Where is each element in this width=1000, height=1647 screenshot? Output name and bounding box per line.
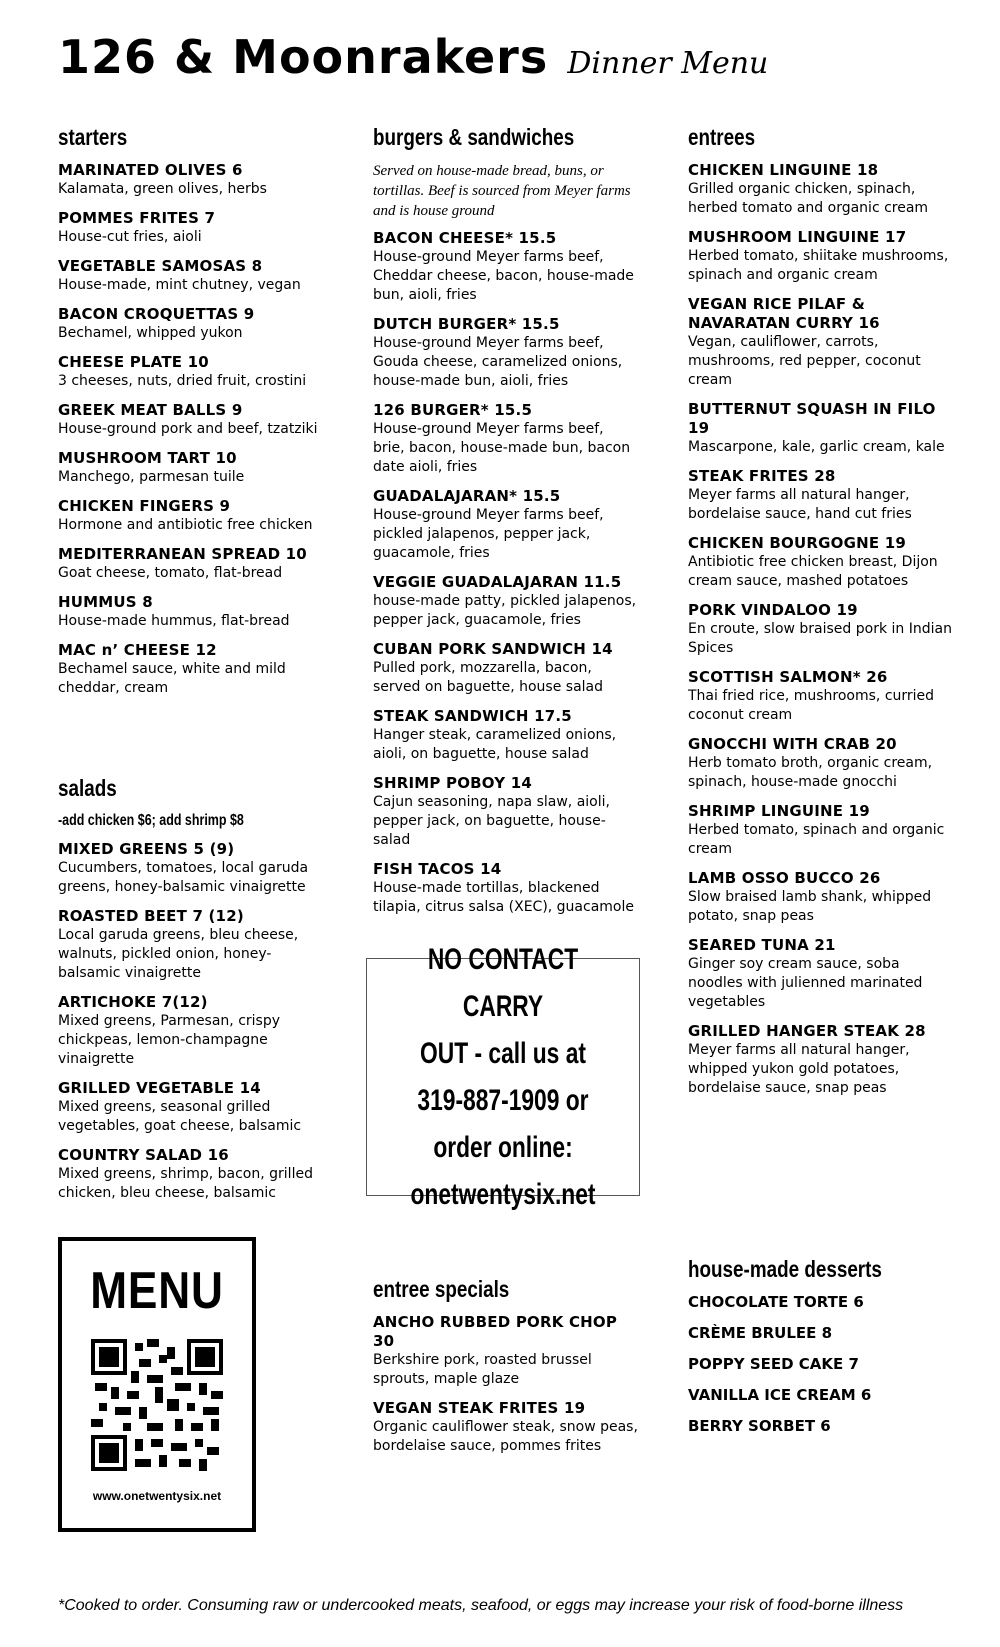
menu-item-name: ARTICHOKE 7(12) xyxy=(58,993,208,1011)
menu-item xyxy=(58,257,323,295)
menu-item-name: MEDITERRANEAN SPREAD 10 xyxy=(58,545,307,563)
menu-item xyxy=(373,707,638,764)
menu-item xyxy=(58,209,323,247)
menu-item-name: MUSHROOM TART 10 xyxy=(58,449,237,467)
menu-item-name: CHICKEN LINGUINE 18 xyxy=(688,161,879,179)
menu-item-description: Kalamata, green olives, herbs xyxy=(58,181,267,197)
menu-item-description: Ginger soy cream sauce, soba noodles with julienned marinated vegetables xyxy=(688,956,923,1010)
menu-item xyxy=(688,161,958,218)
menu-item-description: Grilled organic chicken, spinach, herbed tomato and organic cream xyxy=(688,181,929,216)
column-desserts xyxy=(688,1256,958,1448)
salads-list xyxy=(58,840,323,1203)
menu-item-description: En croute, slow braised pork in Indian Spices xyxy=(688,621,952,656)
menu-item-name: STEAK SANDWICH 17.5 xyxy=(373,707,572,725)
menu-item xyxy=(688,1022,958,1098)
menu-item-name: POMMES FRITES 7 xyxy=(58,209,216,227)
menu-item-description: Bechamel, whipped yukon xyxy=(58,325,243,341)
menu-item-name: CHEESE PLATE 10 xyxy=(58,353,209,371)
menu-item xyxy=(58,161,323,199)
menu-item xyxy=(373,315,638,391)
menu-item xyxy=(373,229,638,305)
salads-heading: salads xyxy=(58,775,117,801)
menu-item-description: Herb tomato broth, organic cream, spinach, house-made gnocchi xyxy=(688,755,933,790)
menu-item-name: BACON CROQUETTAS 9 xyxy=(58,305,255,323)
menu-item xyxy=(373,487,638,563)
dessert-item: CHOCOLATE TORTE 6 xyxy=(688,1293,864,1311)
menu-item-name: COUNTRY SALAD 16 xyxy=(58,1146,229,1164)
menu-item-description: Cajun seasoning, napa slaw, aioli, pepper jack, on baguette, house-salad xyxy=(373,794,610,848)
menu-item-description: Antibiotic free chicken breast, Dijon cream sauce, mashed potatoes xyxy=(688,554,938,589)
menu-item-description: Berkshire pork, roasted brussel sprouts, maple glaze xyxy=(373,1352,592,1387)
menu-item xyxy=(58,497,323,535)
entree-specials-list xyxy=(373,1313,638,1456)
menu-item xyxy=(58,641,323,698)
carryout-box xyxy=(366,943,640,1211)
menu-item-name: SHRIMP POBOY 14 xyxy=(373,774,532,792)
food-safety-disclaimer: *Cooked to order. Consuming raw or undercooked meats, seafood, or eggs may increase your risk of food-borne illness xyxy=(58,1597,904,1614)
menu-item-name: CHICKEN FINGERS 9 xyxy=(58,497,231,515)
dessert-item: POPPY SEED CAKE 7 xyxy=(688,1355,859,1373)
menu-item-name: VEGGIE GUADALAJARAN 11.5 xyxy=(373,573,622,591)
menu-item-description: Organic cauliflower steak, snow peas, bordelaise sauce, pommes frites xyxy=(373,1419,638,1454)
menu-item-description: Hanger steak, caramelized onions, aioli, on baguette, house salad xyxy=(373,727,617,762)
menu-item xyxy=(58,353,323,391)
menu-item-name: GRILLED HANGER STEAK 28 xyxy=(688,1022,926,1040)
menu-item-name: CUBAN PORK SANDWICH 14 xyxy=(373,640,613,658)
menu-item xyxy=(688,668,958,725)
menu-item-name: GNOCCHI WITH CRAB 20 xyxy=(688,735,897,753)
menu-item-name: MIXED GREENS 5 (9) xyxy=(58,840,235,858)
entree-specials-heading: entree specials xyxy=(373,1276,510,1302)
menu-item-name: VEGETABLE SAMOSAS 8 xyxy=(58,257,263,275)
desserts-list xyxy=(688,1293,958,1436)
menu-item-name: GUADALAJARAN* 15.5 xyxy=(373,487,561,505)
menu-item-description: House-ground Meyer farms beef, Cheddar cheese, bacon, house-made bun, aioli, fries xyxy=(373,249,634,303)
dessert-item: CRÈME BRULEE 8 xyxy=(688,1324,833,1342)
menu-item xyxy=(58,1079,323,1136)
menu-item-description: Thai fried rice, mushrooms, curried coconut cream xyxy=(688,688,935,723)
menu-subtitle: Dinner Menu xyxy=(567,46,769,81)
menu-item-description: House-ground Meyer farms beef, Gouda cheese, caramelized onions, house-made bun, aioli, fries xyxy=(373,335,623,389)
menu-item xyxy=(58,401,323,439)
starters-list xyxy=(58,161,323,698)
menu-item xyxy=(373,573,638,630)
menu-title xyxy=(58,30,768,84)
menu-item-description: Herbed tomato, shiitake mushrooms, spinach and organic cream xyxy=(688,248,949,283)
menu-item-name: LAMB OSSO BUCCO 26 xyxy=(688,869,881,887)
restaurant-name: 126 & Moonrakers xyxy=(58,30,549,84)
menu-item-name: MAC n’ CHEESE 12 xyxy=(58,641,217,659)
menu-item xyxy=(688,601,958,658)
menu-item-name: BACON CHEESE* 15.5 xyxy=(373,229,557,247)
menu-item-name: DUTCH BURGER* 15.5 xyxy=(373,315,560,333)
menu-item xyxy=(688,534,958,591)
menu-item xyxy=(688,735,958,792)
menu-item-description: Cucumbers, tomatoes, local garuda greens, honey-balsamic vinaigrette xyxy=(58,860,309,895)
menu-item-description: Slow braised lamb shank, whipped potato, snap peas xyxy=(688,889,932,924)
menu-item xyxy=(58,545,323,583)
menu-item xyxy=(58,449,323,487)
carryout-text: NO CONTACT CARRY OUT - call us at 319-887-1909 or order online: onetwentysix.net xyxy=(410,943,596,1211)
menu-item-name: HUMMUS 8 xyxy=(58,593,153,611)
menu-item-description: Local garuda greens, bleu cheese, walnuts, pickled onion, honey-balsamic vinaigrette xyxy=(58,927,299,981)
menu-item-description: 3 cheeses, nuts, dried fruit, crostini xyxy=(58,373,307,389)
column-salads xyxy=(58,775,323,1213)
menu-item-name: BUTTERNUT SQUASH IN FILO 19 xyxy=(688,400,936,437)
menu-item xyxy=(58,1146,323,1203)
qr-code-icon[interactable] xyxy=(91,1339,223,1471)
menu-item-name: MARINATED OLIVES 6 xyxy=(58,161,243,179)
qr-menu-title: MENU xyxy=(90,1262,224,1320)
menu-item-description: House-made, mint chutney, vegan xyxy=(58,277,301,293)
menu-item-description: Mixed greens, Parmesan, crispy chickpeas, lemon-champagne vinaigrette xyxy=(58,1013,281,1067)
menu-item xyxy=(688,400,958,457)
dessert-item: BERRY SORBET 6 xyxy=(688,1417,831,1435)
column-starters xyxy=(58,124,323,708)
menu-item xyxy=(58,305,323,343)
starters-heading: starters xyxy=(58,124,128,150)
menu-item-description: Vegan, cauliflower, carrots, mushrooms, red pepper, coconut cream xyxy=(688,334,921,388)
menu-item-description: Hormone and antibiotic free chicken xyxy=(58,517,313,533)
menu-item-name: CHICKEN BOURGOGNE 19 xyxy=(688,534,906,552)
menu-item-description: House-made tortillas, blackened tilapia, citrus salsa (XEC), guacamole xyxy=(373,880,634,915)
menu-item-description: Pulled pork, mozzarella, bacon, served on baguette, house salad xyxy=(373,660,604,695)
menu-item xyxy=(373,860,638,917)
menu-item-description: Manchego, parmesan tuile xyxy=(58,469,245,485)
menu-item-name: SHRIMP LINGUINE 19 xyxy=(688,802,870,820)
menu-item xyxy=(58,593,323,631)
menu-item-name: GRILLED VEGETABLE 14 xyxy=(58,1079,261,1097)
menu-item-description: House-ground Meyer farms beef, pickled jalapenos, pepper jack, guacamole, fries xyxy=(373,507,604,561)
dessert-item: VANILLA ICE CREAM 6 xyxy=(688,1386,872,1404)
column-burgers xyxy=(373,124,638,927)
menu-item-description: house-made patty, pickled jalapenos, pepper jack, guacamole, fries xyxy=(373,593,637,628)
menu-item-description: Meyer farms all natural hanger, bordelaise sauce, hand cut fries xyxy=(688,487,912,522)
menu-item-description: House-cut fries, aioli xyxy=(58,229,202,245)
column-entree-specials xyxy=(373,1276,638,1466)
menu-item xyxy=(373,1313,638,1389)
qr-menu-url[interactable]: www.onetwentysix.net xyxy=(92,1489,222,1503)
column-entrees xyxy=(688,124,958,1108)
menu-item-description: Herbed tomato, spinach and organic cream xyxy=(688,822,945,857)
menu-item-description: Goat cheese, tomato, flat-bread xyxy=(58,565,283,581)
menu-item-name: FISH TACOS 14 xyxy=(373,860,502,878)
burgers-heading: burgers & sandwiches xyxy=(373,124,575,150)
menu-item-description: Bechamel sauce, white and mild cheddar, cream xyxy=(58,661,286,696)
menu-item-description: House-ground pork and beef, tzatziki xyxy=(58,421,318,437)
menu-item-name: 126 BURGER* 15.5 xyxy=(373,401,533,419)
desserts-heading: house-made desserts xyxy=(688,1256,882,1282)
menu-item xyxy=(373,1399,638,1456)
menu-item-name: ROASTED BEET 7 (12) xyxy=(58,907,244,925)
menu-item-description: Mixed greens, shrimp, bacon, grilled chicken, bleu cheese, balsamic xyxy=(58,1166,313,1201)
menu-item-description: House-ground Meyer farms beef, brie, bacon, house-made bun, bacon date aioli, fries xyxy=(373,421,631,475)
menu-item xyxy=(373,401,638,477)
menu-item xyxy=(58,907,323,983)
menu-item-name: PORK VINDALOO 19 xyxy=(688,601,858,619)
menu-item xyxy=(373,774,638,850)
menu-item xyxy=(58,993,323,1069)
menu-item xyxy=(58,840,323,897)
menu-item xyxy=(373,640,638,697)
menu-item-description: Meyer farms all natural hanger, whipped yukon gold potatoes, bordelaise sauce, snap peas xyxy=(688,1042,910,1096)
menu-item xyxy=(688,467,958,524)
menu-item xyxy=(688,869,958,926)
menu-item-name: SEARED TUNA 21 xyxy=(688,936,836,954)
menu-item xyxy=(688,295,958,390)
menu-item-name: VEGAN STEAK FRITES 19 xyxy=(373,1399,586,1417)
menu-item-name: SCOTTISH SALMON* 26 xyxy=(688,668,888,686)
menu-item-description: House-made hummus, flat-bread xyxy=(58,613,290,629)
qr-menu-box[interactable] xyxy=(58,1237,256,1532)
menu-item-name: MUSHROOM LINGUINE 17 xyxy=(688,228,907,246)
menu-item xyxy=(688,936,958,1012)
entrees-list xyxy=(688,161,958,1098)
burgers-intro: Served on house-made bread, buns, or tortillas. Beef is sourced from Meyer farms and is house ground xyxy=(373,163,631,219)
menu-item-description: Mixed greens, seasonal grilled vegetables, goat cheese, balsamic xyxy=(58,1099,302,1134)
menu-item-description: Mascarpone, kale, garlic cream, kale xyxy=(688,439,945,455)
burgers-list xyxy=(373,229,638,917)
menu-item-name: STEAK FRITES 28 xyxy=(688,467,836,485)
entrees-heading: entrees xyxy=(688,124,756,150)
menu-item-name: GREEK MEAT BALLS 9 xyxy=(58,401,243,419)
menu-item-name: VEGAN RICE PILAF & NAVARATAN CURRY 16 xyxy=(688,295,880,332)
menu-item xyxy=(688,228,958,285)
menu-item xyxy=(688,802,958,859)
salads-addon-note: -add chicken $6; add shrimp $8 xyxy=(58,812,244,829)
menu-item-name: ANCHO RUBBED PORK CHOP 30 xyxy=(373,1313,618,1350)
